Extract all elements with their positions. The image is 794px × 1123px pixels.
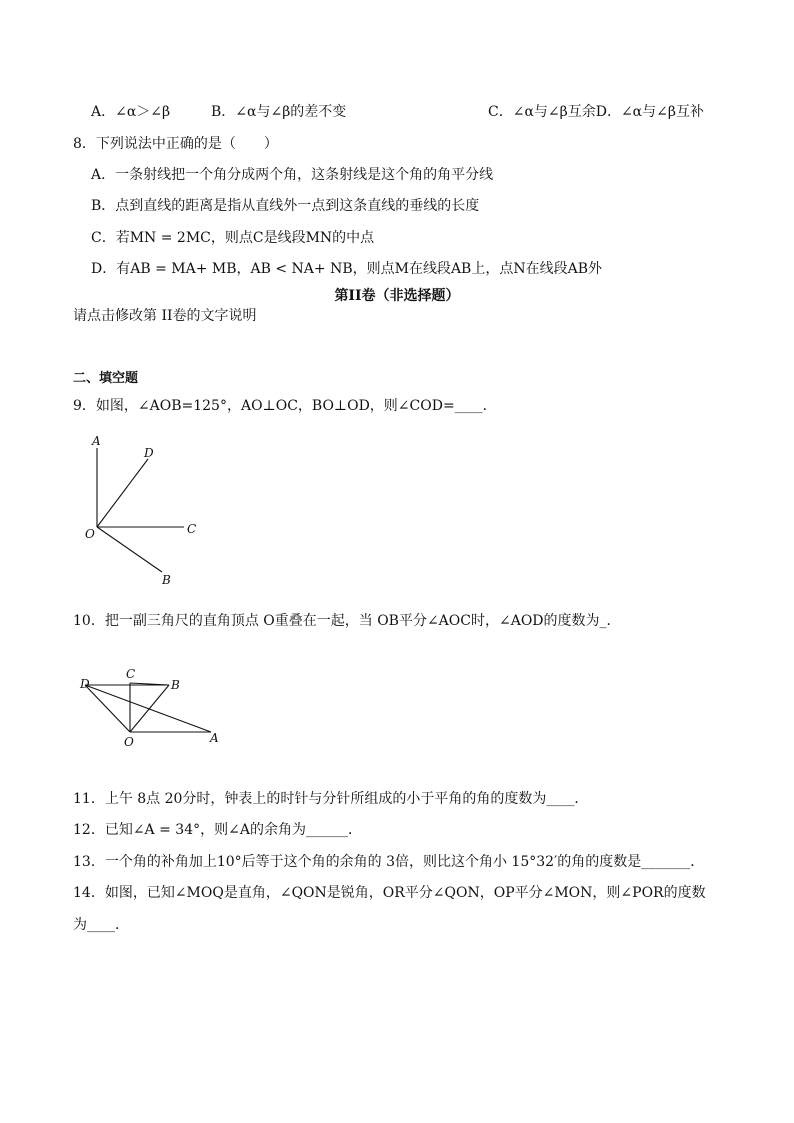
q10-text: 10．把一副三角尺的直角顶点 O重叠在一起，当 OB平分∠AOC时，∠AOD的度数为_． <box>73 613 621 629</box>
q9-text: 9．如图，∠AOB=125°，AO⊥OC，BO⊥OD，则∠COD=____． <box>73 398 497 414</box>
section2-title: 二、填空题 <box>73 371 139 386</box>
q10-figure <box>75 662 235 752</box>
q10-label-c: C <box>126 667 136 681</box>
q14-text-line2: 为____． <box>73 917 129 933</box>
q9-label-d: D <box>144 446 154 460</box>
segment-do <box>85 685 130 732</box>
q9-figure <box>80 430 210 590</box>
ray-od <box>97 459 148 527</box>
q7-option-c-d: C．∠α与∠β互余D．∠α与∠β互补 <box>488 104 704 120</box>
segment-da <box>85 685 211 732</box>
q8-stem: 8．下列说法中正确的是（ ） <box>73 136 278 152</box>
q13-text: 13．一个角的补角加上10°后等于这个角的余角的 3倍，则比这个角小 15°32′的角的度数是_______． <box>73 854 705 870</box>
q9-label-o: O <box>85 527 95 541</box>
q8-option-a: A．一条射线把一个角分成两个角，这条射线是这个角的角平分线 <box>91 167 494 183</box>
q10-label-d: D <box>80 677 90 691</box>
part2-note: 请点击修改第 II卷的文字说明 <box>73 308 257 324</box>
q7-option-b: B．∠α与∠β的差不变 <box>211 104 347 120</box>
part2-title: 第II卷（非选择题） <box>334 288 460 304</box>
ray-ob <box>97 527 162 572</box>
q7-option-a: A．∠α＞∠β <box>91 104 171 120</box>
q8-option-c: C．若MN = 2MC，则点C是线段MN的中点 <box>91 230 375 246</box>
q11-text: 11．上午 8点 20分时，钟表上的时针与分针所组成的小于平角的角的度数为____． <box>73 791 589 807</box>
q9-label-a: A <box>92 434 101 448</box>
q10-label-a: A <box>210 731 219 745</box>
q12-text: 12．已知∠A = 34°，则∠A的余角为______． <box>73 822 362 838</box>
q10-label-o: O <box>124 735 134 749</box>
q8-option-d: D．有AB = MA+ MB，AB < NA+ NB，则点M在线段AB上，点N在线段AB外 <box>91 261 602 277</box>
q14-text-line1: 14．如图，已知∠MOQ是直角，∠QON是锐角，OR平分∠QON，OP平分∠MON，则∠POR的度数 <box>73 885 706 901</box>
q10-label-b: B <box>171 678 180 692</box>
q8-option-b: B．点到直线的距离是指从直线外一点到这条直线的垂线的长度 <box>91 198 480 214</box>
q9-label-b: B <box>162 573 171 587</box>
q9-label-c: C <box>187 522 197 536</box>
